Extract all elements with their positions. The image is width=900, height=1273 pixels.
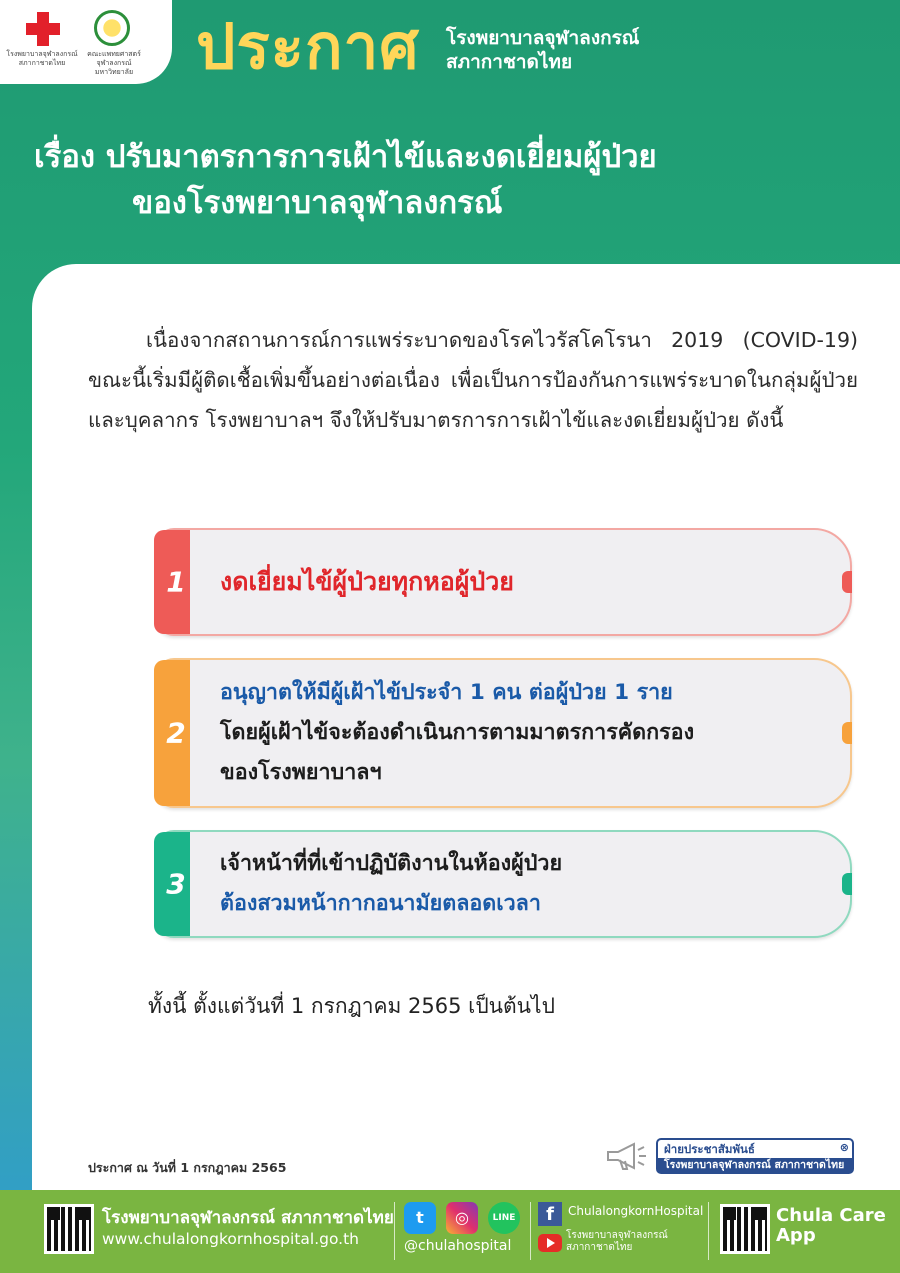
twitter-icon[interactable]: t <box>404 1202 436 1234</box>
measure-1-line-1: งดเยี่ยมไข้ผู้ป่วยทุกหอผู้ป่วย <box>220 567 514 596</box>
footer-website-link[interactable]: www.chulalongkornhospital.go.th <box>102 1230 360 1248</box>
footer-bar <box>0 1190 900 1273</box>
measure-2-line-1: อนุญาตให้มีผู้เฝ้าไข้ประจำ 1 คน ต่อผู้ป่วย 1 ราย <box>220 680 673 705</box>
measure-3-line-1: เจ้าหน้าที่ที่เข้าปฏิบัติงานในห้องผู้ป่วย <box>220 851 563 876</box>
measure-right-tab-1 <box>842 571 852 593</box>
measure-text-1 <box>220 530 820 634</box>
instagram-icon[interactable]: ◎ <box>446 1202 478 1234</box>
intro-text: เนื่องจากสถานการณ์การแพร่ระบาดของโรคไวรัสโคโรนา 2019 (COVID-19) ขณะนี้เริ่มมีผู้ติดเชื้อเพิ่มขึ้นอย่างต่อเนื่อง เพื่อเป็นการป้องกันการแพร่ระบาดในกลุ่มผู้ป่วยและบุคลากร โรงพยาบาลฯ จึงให้ปรับมาตรการการเฝ้าไข้และงดเยี่ยมผู้ป่วย ดังนี้ <box>88 328 858 432</box>
measure-right-tab-2 <box>842 722 852 744</box>
qr-code-icon[interactable] <box>720 1204 770 1254</box>
pr-badge <box>656 1138 854 1174</box>
subject-heading <box>20 134 900 226</box>
youtube-channel-name[interactable]: โรงพยาบาลจุฬาลงกรณ์ สภากาชาดไทย <box>566 1230 668 1253</box>
pr-badge-line-1: ฝ่ายประชาสัมพันธ์ <box>664 1142 755 1156</box>
hospital-line-1: โรงพยาบาลจุฬาลงกรณ์ <box>446 27 640 49</box>
measure-text-3 <box>220 832 820 936</box>
badge-x-icon: ⊗ <box>839 1141 849 1154</box>
measure-item-1 <box>156 528 852 636</box>
red-cross-icon <box>26 12 60 46</box>
facebook-page-name[interactable]: ChulalongkornHospital <box>568 1204 704 1218</box>
subject-line-2: ของโรงพยาบาลจุฬาลงกรณ์ <box>132 185 503 221</box>
subject-line-1: เรื่อง ปรับมาตรการการเฝ้าไข้และงดเยี่ยมผู้ป่วย <box>34 139 657 175</box>
app-name[interactable]: Chula Care App <box>776 1205 886 1246</box>
page-title: ประกาศ <box>196 10 420 83</box>
footer-hospital-name: โรงพยาบาลจุฬาลงกรณ์ สภากาชาดไทย <box>102 1208 394 1228</box>
measure-text-2 <box>220 660 820 806</box>
footer-divider <box>708 1202 709 1260</box>
announce-date: ประกาศ ณ วันที่ 1 กรกฎาคม 2565 <box>88 1160 287 1175</box>
measure-item-3 <box>156 830 852 938</box>
university-seal-icon <box>94 10 130 46</box>
pr-badge-line-2: โรงพยาบาลจุฬาลงกรณ์ สภากาชาดไทย <box>658 1158 852 1173</box>
footer-divider <box>530 1202 531 1260</box>
youtube-icon[interactable] <box>538 1234 562 1252</box>
measure-right-tab-3 <box>842 873 852 895</box>
measure-2-line-3: ของโรงพยาบาลฯ <box>220 760 382 785</box>
logo-panel <box>0 0 172 84</box>
footer-divider <box>394 1202 395 1260</box>
measure-number-1: 1 <box>166 565 186 599</box>
measure-number-3: 3 <box>166 867 186 901</box>
hospital-line-2: สภากาชาดไทย <box>446 51 573 73</box>
megaphone-icon <box>604 1140 648 1172</box>
logo-right-caption: คณะแพทยศาสตร์ จุฬาลงกรณ์มหาวิทยาลัย <box>87 51 141 76</box>
measure-number-2: 2 <box>166 716 186 750</box>
logo-left-caption: โรงพยาบาลจุฬาลงกรณ์ สภากาชาดไทย <box>6 51 78 67</box>
header-hospital-name <box>446 26 639 74</box>
social-handle[interactable]: @chulahospital <box>404 1238 512 1254</box>
qr-code-icon[interactable] <box>44 1204 94 1254</box>
facebook-icon[interactable]: f <box>538 1202 562 1226</box>
measure-item-2 <box>156 658 852 808</box>
effective-date-text: ทั้งนี้ ตั้งแต่วันที่ 1 กรกฎาคม 2565 เป็นต้นไป <box>148 994 555 1018</box>
measure-2-line-2: โดยผู้เฝ้าไข้จะต้องดำเนินการตามมาตรการคัดกรอง <box>220 720 695 745</box>
intro-paragraph <box>88 320 858 440</box>
line-icon[interactable]: LINE <box>488 1202 520 1234</box>
measure-3-line-2: ต้องสวมหน้ากากอนามัยตลอดเวลา <box>220 891 541 916</box>
